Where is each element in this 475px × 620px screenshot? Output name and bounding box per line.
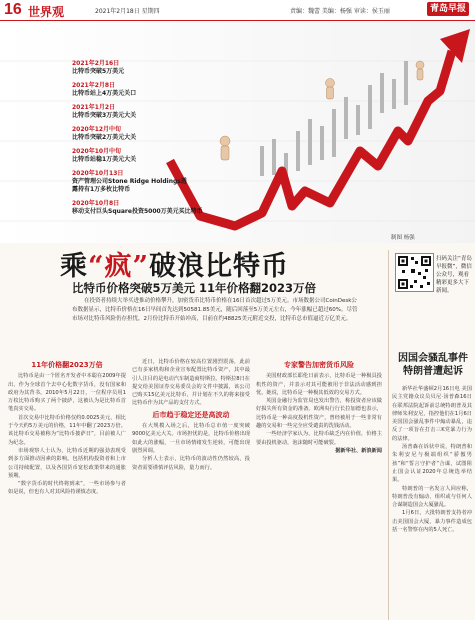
paragraph: 近日，比特币价格在较高位置剧烈震荡，此前已有多家机构和企业宣布配置比特币资产，其中最引人注目的是电动汽车制造商特斯拉。特斯拉8日在提交给美国证券交易委员会的文件中披露，该公司已购买15亿美元比特币，并计划在不久的将来接受比特币作为其产品的支付方式。 bbox=[132, 359, 250, 407]
paragraph: 比特币是由一个匿名开发者中本聪在2009年提出、作为全球首个去中心化数字货币，没有国家和政府为其背书。2010年5月22日，一位程序员用1万枚比特币购买了两个披萨，这被认为是比特币首笔真实交易。 bbox=[8, 373, 126, 413]
editor-credits: 责编：魏蕾 美编：杨强 审读：侯玉丽 bbox=[290, 8, 390, 15]
paragraph: 在大规模入场之后，比特币总市值一度突破9000亿美元大关。市场担忧的是，比特币价格出现如此大的涨幅，一旦市场情绪发生逆转，可能出现剧烈回调。 bbox=[132, 423, 250, 454]
paragraph: 首次交易中比特币价格仅约0.0025美元，相比于今天约5万美元的价格，11年中翻了2023万倍。该比特币交易被称为“比特币披萨日”，目前被人广为纪念。 bbox=[8, 414, 126, 446]
section-heading: 后市趋于稳定还是高波动 bbox=[152, 410, 230, 419]
page-header bbox=[0, 0, 475, 22]
paragraph: 新华社华盛顿2月16日电 美国民主党籍众议员贝尼·汤普森16日在联邦法院起诉前总统特朗普及其律师朱利安尼，指控他们在1月6日美国国会骚乱事件中煽动暴乱，违反了一项旨在打击三K党暴力行为的法律。 bbox=[392, 386, 472, 442]
paragraph: 汤普森在诉状中说，特朗普和朱利安尼与极端组织“骄傲男孩”和“誓言守护者”合谋，试图阻止国会认证2020年总统选举结果。 bbox=[392, 444, 472, 484]
article-column-2 bbox=[132, 358, 250, 472]
paragraph: “数字货币的时代终将到来”，一些市场参与者如是说，但也有人对其风险持谨慎态度。 bbox=[8, 481, 126, 496]
article-subheadline: 比特币价格突破5万美元 11年价格翻2023万倍 bbox=[72, 281, 317, 295]
paragraph: 美国财政部长耶伦日前表示，比特币是一种极具投机性的资产，并表示对其可能被用于非法活动感到担忧。她说，比特币是一种极其低效的交易方式。 bbox=[256, 373, 382, 396]
paragraph: 特朗普的一名发言人回应称，特朗普没有煽动、组织或与任何人合谋制造国会大厦骚乱。 bbox=[392, 485, 472, 509]
paragraph: 市场观察人士认为，比特币近期的强劲表现受到多方面推动因素的影响。包括机构投资者和上市公司持续配置，以及各国货币宽松政策带来的通胀预期。 bbox=[8, 447, 126, 479]
paragraph: 分析人士表示，比特币的波动性仍然较高，投资者需要谨慎评估风险，量力而行。 bbox=[132, 456, 250, 471]
newspaper-logo: 青岛早报 bbox=[427, 2, 469, 16]
article-byline: 据新华社、新浪新闻 bbox=[335, 447, 382, 454]
article-column-1 bbox=[8, 358, 126, 497]
timeline-item: 2021年2月16日 比特币突破5万美元 bbox=[72, 60, 125, 75]
article-lead: 在投资者持续大举买进推动价格攀升，加密货币比特币价格在16日首次超过5万美元。市场数据公司CoinDesk公布数据显示，比特币价格在16日早间首先达到50581.85美元，随后回落至5万美元左右，今年涨幅已超过60%。尽管市场对比特币风险仍存担忧，2月份比特币开始冲高，目前在约48825美元附近交投，比特币总市值逼近万亿美元。 bbox=[72, 298, 358, 322]
paragraph: 1月6日，大批特朗普支持者冲击美国国会大厦，暴力事件造成包括一名警察在内的5人死亡。 bbox=[392, 510, 472, 534]
timeline-item: 2020年10月13日 资产管理公司Stone Ridge Holdings透露持有1万多枚比特币 bbox=[72, 170, 187, 193]
page-number: 16 bbox=[4, 1, 22, 18]
section-heading: 11年价格翻2023万倍 bbox=[31, 361, 103, 369]
timeline-item: 2020年12月中旬 比特币突破2万美元大关 bbox=[72, 126, 137, 141]
article-headline: 乘“疯”破浪比特币 bbox=[60, 251, 290, 282]
qr-code-icon bbox=[396, 254, 433, 291]
paragraph: 英国金融行为监管局也发出警告，称投资者应该做好损失所有资金的准备。欧洲央行行长拉加德也表示，比特币是一种高度投机性资产，曾经被用于一些非常有趣的交易和一些完全应受谴责的洗钱活动。 bbox=[256, 398, 382, 430]
timeline-item: 2020年10月8日 移动支付巨头Square投资5000万美元买比特币 bbox=[72, 200, 203, 215]
section-title: 世界观 bbox=[28, 5, 65, 19]
timeline-item: 2020年10月中旬 比特币站稳1万美元大关 bbox=[72, 148, 137, 163]
graphic-credit: 制图 杨强 bbox=[391, 235, 415, 241]
issue-date: 2021年2月18日 星期四 bbox=[95, 8, 160, 15]
timeline-item: 2021年1月2日 比特币突破3万美元大关 bbox=[72, 104, 137, 119]
timeline-item: 2021年2月8日 比特币站上4万美元关口 bbox=[72, 82, 137, 97]
section-heading: 专家警告加密货币风险 bbox=[284, 361, 354, 369]
article-column-3 bbox=[256, 358, 382, 455]
qr-caption: 扫码关注“青岛早报微”，微信公众号，观看精彩更多大下新闻。 bbox=[436, 256, 472, 294]
column-divider bbox=[388, 250, 389, 620]
sidebar-article bbox=[392, 385, 472, 534]
bitcoin-price-graphic bbox=[0, 21, 475, 243]
qr-code[interactable] bbox=[395, 253, 434, 292]
paragraph: 一些经济学家认为，比特币缺乏内在价值，价格主要由投机驱动，泡沫随时可能破裂。 bbox=[256, 431, 382, 446]
sidebar-headline: 因国会骚乱事件 特朗普遭起诉 bbox=[398, 353, 468, 377]
